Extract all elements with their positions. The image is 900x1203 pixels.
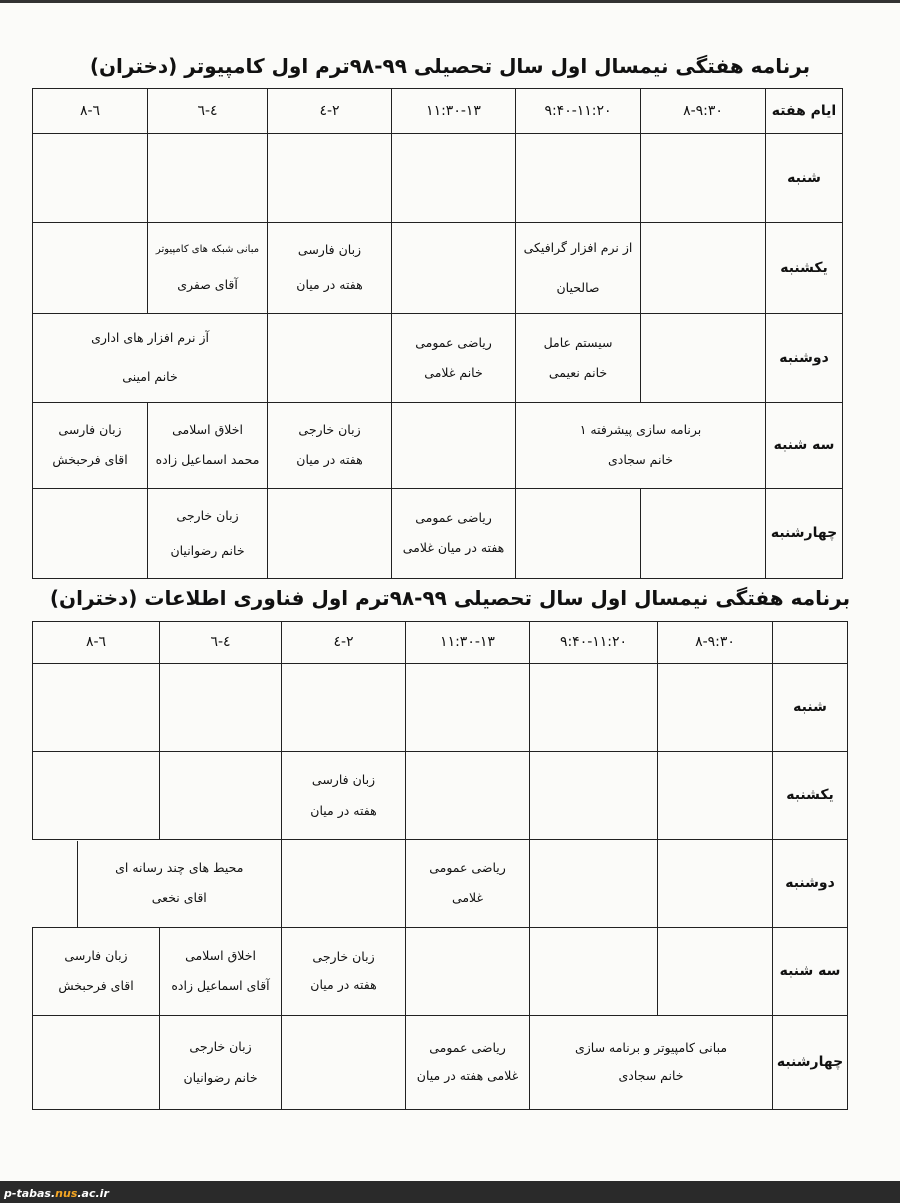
table2-cell-empty [406,928,530,1016]
schedule-note: هفته در میان [310,802,377,818]
teacher-name: اقای نخعی [151,890,207,906]
teacher-name: غلامی [451,890,484,906]
table1-cell-class [516,223,641,314]
course-name: اخلاق اسلامی [172,422,243,438]
table2-day-yekshanbe: یکشنبه [773,752,848,840]
course-name: مبانی شبکه های کامپیوتر [155,244,260,256]
table1-day-seshanbe: سه شنبه [766,403,843,489]
teacher-name: آقای اسماعیل زاده [171,978,270,994]
table1-cell-class [392,314,516,403]
teacher-name: خانم سجادی [608,452,674,468]
schedule-note: هفته در میان [310,977,377,993]
table1-cell-empty [148,134,268,223]
course-name: زبان خارجی [189,1038,252,1054]
table2-cell-class [406,840,530,928]
table2-cell-empty [658,840,773,928]
table1-cell-empty [516,489,641,579]
table1-row-shanbe [33,134,843,223]
table2-cell-empty [530,928,658,1016]
table1-row-doshanbe [33,314,843,403]
table2-time-2: ۹:۴۰-۱۱:۲۰ [530,622,658,664]
table2-cell-empty [33,664,160,752]
course-name: زبان فارسی [58,422,122,438]
table2-cell-class [530,1016,773,1110]
course-name: مبانی کامپیوتر و برنامه سازی [574,1040,728,1056]
table2-cell-empty [282,664,406,752]
schedule-note: هفته در میان [296,277,363,293]
table2-corner-empty [773,622,848,664]
table1-time-1: ۸-۹:۳۰ [641,89,766,134]
table2-cell-class [282,752,406,840]
table1-title: برنامه هفتگی نیمسال اول سال تحصیلی ۹۹-۹۸ترم اول کامپیوتر (دختران) [89,54,811,78]
teacher-name: آقای صفری [177,276,238,292]
table1-cell-class [148,403,268,489]
table2-row-chaharshanbe [33,1016,848,1110]
table2-cell-empty [33,1016,160,1110]
table1-corner-label: ایام هفته [766,89,843,134]
table1-time-4: ۲-٤ [268,89,392,134]
table1-cell-empty [33,489,148,579]
table2-day-seshanbe: سه شنبه [773,928,848,1016]
table1-cell-class [516,403,766,489]
table1-cell-class [33,403,148,489]
table1-time-3: ۱۱:۳۰-۱۳ [392,89,516,134]
table1-time-2: ۹:۴۰-۱۱:۲۰ [516,89,641,134]
course-name: محیط های چند رسانه ای [115,860,244,876]
table1-cell-empty [392,223,516,314]
table2-schedule [32,621,848,1110]
table1-day-doshanbe: دوشنبه [766,314,843,403]
course-name: زبان خارجی [176,507,239,523]
table1-cell-class [33,314,268,403]
table1-schedule [32,88,843,579]
table1-day-chaharshanbe: چهارشنبه [766,489,843,579]
table2-cell-empty [282,1016,406,1110]
footer-bar [0,1181,900,1203]
table1-cell-class [268,403,392,489]
table1-cell-empty [641,489,766,579]
table2-cell-class [160,928,282,1016]
table1-cell-empty [268,134,392,223]
table2-cell-empty [33,752,160,840]
table2-cell-empty [658,928,773,1016]
site-accent: nus [55,1187,78,1200]
table1-cell-empty [33,223,148,314]
table2-cell-empty [530,664,658,752]
teacher-name: خانم رضوانیان [183,1069,258,1085]
table2-header-row [33,622,848,664]
course-name: آز نرم افزار های اداری [91,330,209,346]
course-name: زبان خارجی [312,949,375,965]
table2-cell-empty [160,664,282,752]
table2-cell-empty [658,664,773,752]
table2-cell-class [160,1016,282,1110]
table2-cell-empty [530,752,658,840]
course-name: اخلاق اسلامی [185,948,256,964]
table2-time-6: ٦-٨ [33,622,160,664]
table2-day-doshanbe: دوشنبه [773,840,848,928]
teacher-name: خانم غلامی [424,364,483,380]
teacher-name: صالحیان [556,279,600,295]
table1-day-yekshanbe: یکشنبه [766,223,843,314]
course-name: ریاضی عمومی [429,1040,506,1056]
table1-time-5: ٤-٦ [148,89,268,134]
table2-cell-empty [282,840,406,928]
table1-cell-empty [268,314,392,403]
teacher-name: اقای فرحبخش [58,978,134,994]
table2-time-3: ۱۱:۳۰-۱۳ [406,622,530,664]
table2-cell-class [406,1016,530,1110]
top-edge-line [0,0,900,3]
course-name: ریاضی عمومی [415,510,492,526]
table2-row-doshanbe [33,840,848,928]
table1-cell-empty [33,134,148,223]
table1-cell-empty [392,134,516,223]
site-watermark [4,1187,109,1200]
teacher-name: خانم نعیمی [548,364,608,380]
teacher-name: خانم سجادی [618,1068,684,1084]
table2-row-yekshanbe [33,752,848,840]
course-name: از نرم افزار گرافیکی [523,239,633,255]
table2-cell-class [33,840,282,928]
table2-cell-class [282,928,406,1016]
table1-cell-class [148,223,268,314]
schedule-note: هفته در میان [296,452,363,468]
table1-header-row [33,89,843,134]
table2-cell-empty [406,752,530,840]
table2-cell-empty [658,752,773,840]
table1-cell-class [268,223,392,314]
table1-cell-empty [641,314,766,403]
teacher-name: خانم رضوانیان [170,542,245,558]
table2-row-seshanbe [33,928,848,1016]
table2-row-shanbe [33,664,848,752]
table1-cell-class [516,314,641,403]
teacher-name: خانم امینی [122,369,178,385]
course-name: ریاضی عمومی [415,334,492,350]
table1-cell-class [392,489,516,579]
table1-row-seshanbe [33,403,843,489]
table2-cell-class [33,928,160,1016]
table1-cell-empty [641,223,766,314]
table2-cell-empty [530,840,658,928]
table1-row-chaharshanbe [33,489,843,579]
table2-title: برنامه هفتگی نیمسال اول سال تحصیلی ۹۹-۹۸ترم اول فناوری اطلاعات (دختران) [49,586,851,610]
table2-day-chaharshanbe: چهارشنبه [773,1016,848,1110]
table2-cell-empty [406,664,530,752]
teacher-name: غلامی هفته در میان [416,1068,519,1084]
table1-cell-empty [641,134,766,223]
table1-cell-empty [516,134,641,223]
table1-day-shanbe: شنبه [766,134,843,223]
table2-day-shanbe: شنبه [773,664,848,752]
teacher-name: محمد اسماعیل زاده [155,452,260,468]
table2-time-5: ٤-٦ [160,622,282,664]
course-name: ریاضی عمومی [429,860,506,876]
course-name: زبان فارسی [64,948,128,964]
table1-cell-class [148,489,268,579]
teacher-name: اقای فرحبخش [52,452,128,468]
course-name: زبان فارسی [297,242,362,258]
table2-split-divider [33,841,78,927]
course-name: برنامه سازی پیشرفته ۱ [579,422,702,438]
teacher-name: هفته در میان غلامی [402,540,505,556]
table1-time-6: ٦-٨ [33,89,148,134]
table1-row-yekshanbe [33,223,843,314]
table1-cell-empty [392,403,516,489]
table2-time-1: ۸-۹:۳۰ [658,622,773,664]
course-name: سیستم عامل [543,334,613,350]
table1-cell-empty [268,489,392,579]
table2-cell-empty [160,752,282,840]
site-suffix: .ac.ir [77,1187,109,1200]
table2-time-4: ۲-٤ [282,622,406,664]
site-prefix: p-tabas. [4,1187,56,1200]
course-name: زبان فارسی [311,771,376,787]
course-name: زبان خارجی [298,422,361,438]
